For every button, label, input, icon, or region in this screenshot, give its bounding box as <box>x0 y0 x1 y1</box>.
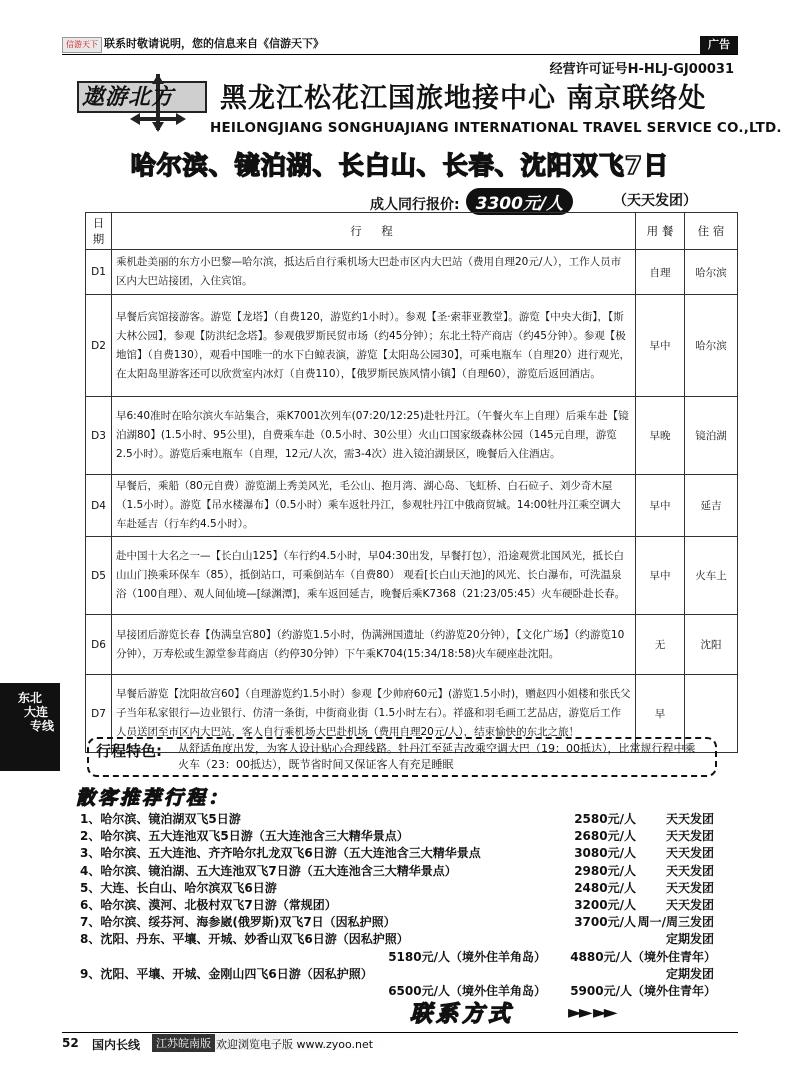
route-name: 2、哈尔滨、五大连池双飞5日游（五大连池含三大精华景点） <box>80 829 409 844</box>
list-item <box>80 810 720 828</box>
route-schedule: 定期发团 <box>665 966 714 981</box>
footer-site[interactable]: 欢迎浏览电子版 www.zyoo.net <box>216 1038 374 1051</box>
meal-cell: 早中 <box>636 475 685 537</box>
table-row <box>86 475 738 537</box>
price-value: 3300元/人 <box>466 188 574 215</box>
table-row <box>86 537 738 615</box>
footer-edition: 江苏皖南版 <box>152 1034 215 1052</box>
list-item <box>80 913 720 931</box>
day-cell: D5 <box>86 537 112 615</box>
route-schedule: 4880元/人（境外住青年） <box>570 949 716 964</box>
ad-tag: 广告 <box>700 36 738 54</box>
day-cell: D1 <box>86 250 112 295</box>
company-title-en: HEILONGJIANG SONGHUAJIANG INTERNATIONAL TRAVEL SERVICE CO.,LTD. <box>210 120 782 136</box>
stay-cell: 哈尔滨 <box>685 250 738 295</box>
route-schedule: 天天发团 <box>665 863 714 878</box>
route-schedule: 天天发团 <box>665 846 714 861</box>
footer-divider <box>62 1032 738 1033</box>
arrow-icon: ►► ►► <box>568 1002 615 1023</box>
table-row <box>86 250 738 295</box>
route-price: 2980元/人 <box>574 863 636 878</box>
meal-cell: 自理 <box>636 250 685 295</box>
table-row <box>86 615 738 675</box>
list-item <box>80 827 720 845</box>
logo-text: 遨游北方 <box>82 85 175 110</box>
route-price: 2580元/人 <box>574 812 636 826</box>
route-name: 9、沈阳、平壤、开城、金刚山四飞6日游（因私护照） <box>80 966 373 981</box>
feature-label: 行程特色: <box>96 742 162 760</box>
route-name: 4、哈尔滨、镜泊湖、五大连池双飞7日游（五大连池含三大精华景点） <box>80 863 457 878</box>
feature-text: 从舒适角度出发，为客人设计贴心合理线路。牡丹江至延吉改乘空调大巴（19：00抵达），比常规行程中乘火车（23：00抵达），既节省时间又保证客人有充足睡眠 <box>178 742 696 771</box>
route-name: 8、沈阳、丹东、平壤、开城、妙香山双飞6日游（因私护照） <box>80 932 409 947</box>
header-stay: 住 宿 <box>685 213 738 250</box>
price-line <box>370 188 579 215</box>
top-notice: 联系时敬请说明，您的信息来自《信游天下》 <box>104 37 324 50</box>
meal-cell: 早中 <box>636 295 685 397</box>
price-note: （天天发团） <box>613 193 697 209</box>
list-item <box>80 844 720 862</box>
meal-cell: 早 <box>636 675 685 753</box>
list-item <box>80 862 720 880</box>
itinerary-cell: 早6:40准时在哈尔滨火车站集合，乘K7001次列车(07:20/12:25)赴牡丹江。（午餐火车上自理）后乘车赴【镜泊湖80】(1.5小时、95公里)，自费乘车赴（0.5小时、30公里）火山口国家级森林公园（145元自理，游览2.5小时）。游览后乘电瓶车（自理，12元/人次，需3-4次）进入镜泊湖景区，晚餐后入住酒店。 <box>112 397 636 475</box>
table-row <box>86 397 738 475</box>
stay-cell: 镜泊湖 <box>685 397 738 475</box>
route-schedule: 天天发团 <box>665 898 714 912</box>
itinerary-cell: 早餐后，乘船（80元自费）游览湖上秀美风光，毛公山、抱月湾、湖心岛、飞虹桥、白石砬子、刘少奇木屋（1.5小时）。游览【吊水楼瀑布】（0.5小时）乘车返牡丹江，参观牡丹江中俄商贸城。14:00牡丹江乘空调大车赴延吉（行车约4.5小时）。 <box>112 475 636 537</box>
day-cell: D7 <box>86 675 112 753</box>
header-meal: 用 餐 <box>636 213 685 250</box>
header-itinerary: 行 程 <box>112 213 636 250</box>
itinerary-cell: 早餐后宾馆接游客。游览【龙塔】（自费120，游览约1小时）。参观【圣·索菲亚教堂】。游览【中央大街】，【斯大林公园】，参观【防洪纪念塔】。参观俄罗斯民贸市场（约45分钟）；东北土特产商店（约45分钟）。参观【极地馆】（自费130），观看中国唯一的水下白鲸表演，游览【太阳岛公园30】，可乘电瓶车（自理20）进行观光，在太阳岛里游客还可以欣赏室内冰灯（自费110），【俄罗斯民族风情小镇】（自理60），游览后返回酒店。 <box>112 295 636 397</box>
list-item <box>80 965 720 983</box>
stay-cell: 哈尔滨 <box>685 295 738 397</box>
side-tab-line: 大连 <box>24 705 49 719</box>
meal-cell: 早中 <box>636 537 685 615</box>
route-price: 5180元/人（境外住羊角岛） <box>388 949 546 964</box>
header-day: 日期 <box>86 213 112 250</box>
list-item <box>80 896 720 914</box>
meal-cell: 无 <box>636 615 685 675</box>
list-item <box>80 948 720 966</box>
list-item <box>80 879 720 897</box>
itinerary-cell: 早接团后游览长春【伪满皇宫80】（约游览1.5小时，伪满洲国遗址（约游览20分钟），【文化广场】（约游览10分钟），万寿松或生源堂参茸商店（约停30分钟）下午乘K704(15:34/18:58)火车硬座赴沈阳。 <box>112 615 636 675</box>
day-cell: D4 <box>86 475 112 537</box>
license-number: 经营许可证号H-HLJ-GJ00031 <box>549 62 734 77</box>
stay-cell: 延吉 <box>685 475 738 537</box>
stay-cell: 火车上 <box>685 537 738 615</box>
route-price: 2680元/人 <box>574 829 636 844</box>
company-title-cn: 黑龙江松花江国旅地接中心 南京联络处 <box>220 83 707 114</box>
route-schedule: 周一/周三发团 <box>637 915 714 930</box>
page-number: 52 <box>62 1036 79 1050</box>
list-item <box>80 930 720 948</box>
route-price: 3200元/人 <box>574 898 636 912</box>
route-schedule: 天天发团 <box>665 880 714 895</box>
contact-title: 联系方式 <box>410 1002 515 1027</box>
side-tab-line: 东北 <box>18 691 43 705</box>
route-price: 2480元/人 <box>574 880 636 895</box>
day-cell: D6 <box>86 615 112 675</box>
price-label: 成人同行报价: <box>370 197 460 213</box>
route-price: 6500元/人（境外住羊角岛） <box>388 984 546 998</box>
side-tab <box>0 683 60 771</box>
footer-section: 国内长线 <box>92 1038 141 1052</box>
list-item <box>80 982 720 1000</box>
stay-cell: 沈阳 <box>685 615 738 675</box>
route-title: 哈尔滨、镜泊湖、长白山、长春、沈阳双飞7日 <box>130 151 670 180</box>
route-name: 5、大连、长白山、哈尔滨双飞6日游 <box>80 880 277 895</box>
route-price: 3080元/人 <box>574 846 636 861</box>
route-price: 3700元/人 <box>574 915 636 930</box>
route-schedule: 天天发团 <box>665 812 714 826</box>
route-schedule: 天天发团 <box>665 829 714 844</box>
side-tab-line: 专线 <box>30 719 55 733</box>
day-cell: D3 <box>86 397 112 475</box>
route-name: 6、哈尔滨、漠河、北极村双飞7日游（常规团） <box>80 898 337 912</box>
itinerary-cell: 早餐后游览【沈阳故宫60】（自理游览约1.5小时）参观【少帅府60元】(游览1.5小时)，赠赵四小姐楼和张氏父子当年私家银行—边业银行、仿清一条街，中街商业街（1.5小时左右）。祥盛和羽毛画工艺品店，游览后工作人员送团至市区内大巴站，客人自行乘机场大巴赴机场（费用自理20元/人），结束愉快的东北之旅！ <box>112 675 636 753</box>
table-row <box>86 295 738 397</box>
meal-cell: 早晚 <box>636 397 685 475</box>
itinerary-table <box>85 212 738 753</box>
route-name: 1、哈尔滨、镜泊湖双飞5日游 <box>80 812 241 826</box>
route-schedule: 5900元/人（境外住青年） <box>570 984 716 998</box>
top-logo: 信游天下 <box>62 37 102 53</box>
itinerary-cell: 乘机赴美丽的东方小巴黎—哈尔滨，抵达后自行乘机场大巴赴市区内大巴站（费用自理20元/人），工作人员市区内大巴站接团，入住宾馆。 <box>112 250 636 295</box>
route-schedule: 定期发团 <box>665 932 714 947</box>
itinerary-cell: 赴中国十大名之一—【长白山125】（车行约4.5小时，早04:30出发，早餐打包），沿途观赏北国风光，抵长白山山门换乘环保车（85），抵倒站口，可乘倒站车（自费80） 观看[长白山天池]的风光、长白瀑布，可洗温泉浴（100自理）、观人间仙境—[绿渊潭]，乘车返回延吉，晚餐后乘K7368（21:23/05:45）火车硬卧赴长春。 <box>112 537 636 615</box>
day-cell: D2 <box>86 295 112 397</box>
route-name: 3、哈尔滨、五大连池、齐齐哈尔扎龙双飞6日游（五大连池含三大精华景点 <box>80 846 481 861</box>
table-header-row <box>86 213 738 250</box>
route-name: 7、哈尔滨、绥芬河、海参崴(俄罗斯)双飞7日（因私护照） <box>80 915 396 930</box>
recommend-title: 散客推荐行程： <box>76 787 231 809</box>
